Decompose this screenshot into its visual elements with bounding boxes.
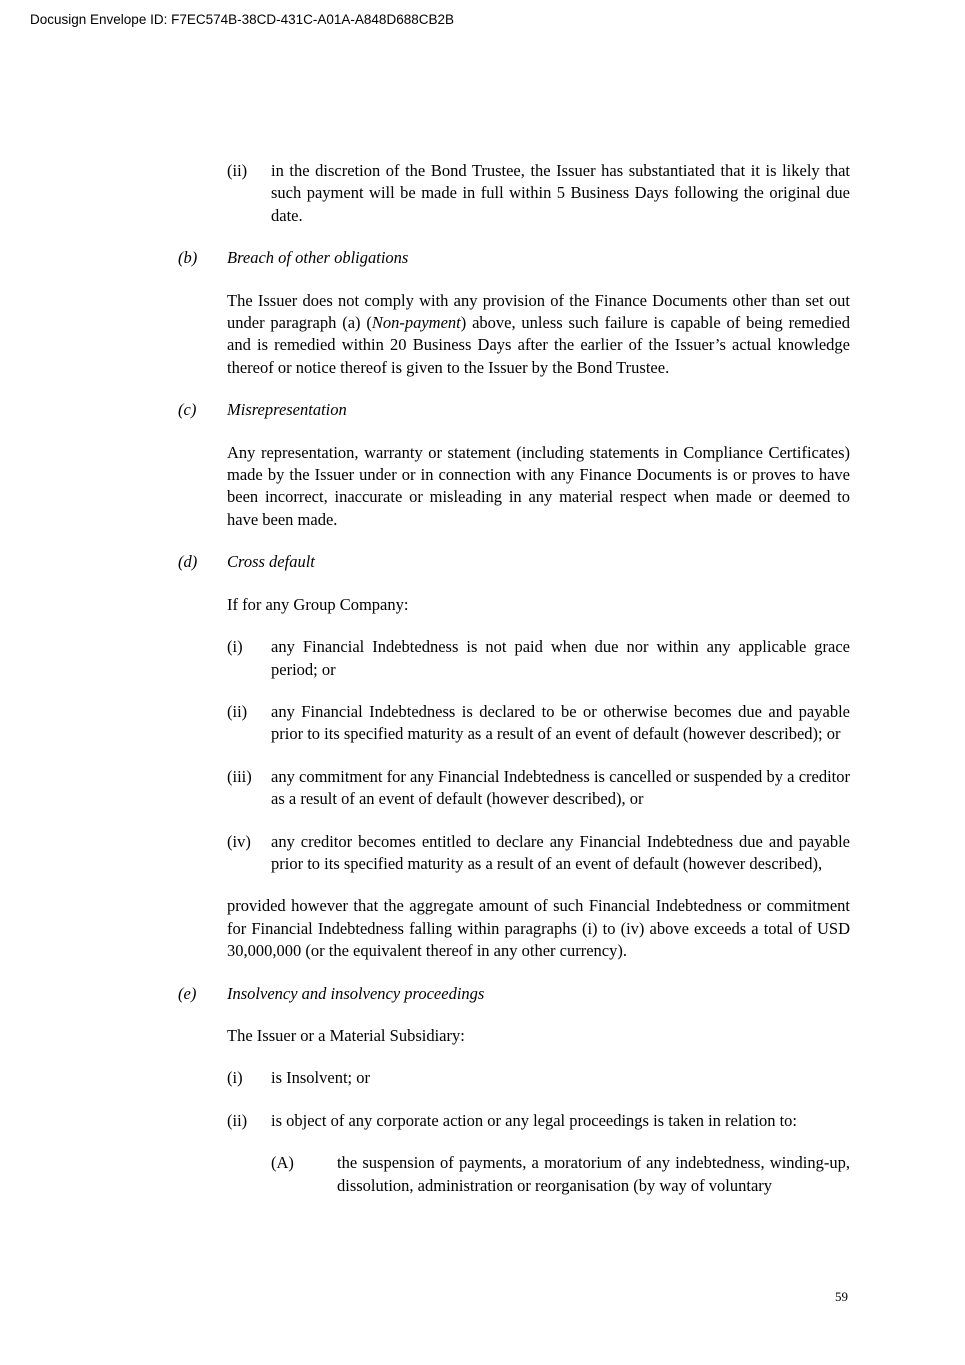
list-item bbox=[227, 701, 850, 746]
sub-list-item-text: the suspension of payments, a moratorium of any indebtedness, winding-up, dissolution, administration or reorganisation (by way of voluntary bbox=[337, 1153, 850, 1195]
paragraph: If for any Group Company: bbox=[227, 594, 409, 614]
list-item-text: in the discretion of the Bond Trustee, the Issuer has substantiated that it is likely that such payment will be made in full within 5 Business Days following the original due date. bbox=[271, 161, 850, 225]
list-item bbox=[227, 1067, 850, 1089]
page-number: 59 bbox=[835, 1289, 848, 1304]
list-item-text: any Financial Indebtedness is declared to be or otherwise becomes due and payable prior to its specified maturity as a result of an event of default (however described); or bbox=[271, 701, 850, 744]
section-heading-title: Insolvency and insolvency proceedings bbox=[227, 983, 485, 1003]
section-heading-marker: (e) bbox=[178, 983, 197, 1003]
paragraph: provided however that the aggregate amount of such Financial Indebtedness or commitment for Financial Indebtedness falling within paragraphs (i) to (iv) above exceeds a total of USD 30,000,000 (or the equivalent thereof in any other currency). bbox=[227, 896, 850, 961]
sub-list-item bbox=[271, 1152, 850, 1197]
section-heading-e bbox=[178, 983, 850, 1005]
paragraph bbox=[227, 290, 850, 380]
section-heading-title: Misrepresentation bbox=[227, 400, 347, 420]
section-heading-c bbox=[178, 399, 850, 421]
paragraph-segment: The Issuer does not comply with any provision of the Finance Documents other than set out under paragraph (a) ( bbox=[227, 290, 850, 333]
list-item bbox=[227, 831, 850, 876]
list-item-text: is Insolvent; or bbox=[271, 1068, 370, 1088]
list-item-text: any creditor becomes entitled to declare any Financial Indebtedness due and payable prior to its specified maturity as a result of an event of default (however described), bbox=[271, 831, 850, 873]
list-item bbox=[227, 1110, 850, 1132]
paragraph-segment-italic: Non-payment bbox=[371, 313, 461, 333]
section-heading-title: Breach of other obligations bbox=[227, 248, 409, 268]
list-item-text: any commitment for any Financial Indebtedness is cancelled or suspended by a creditor as a result of an event of default (however described), or bbox=[271, 766, 850, 809]
paragraph: The Issuer or a Material Subsidiary: bbox=[227, 1025, 465, 1045]
docusign-envelope-id: Docusign Envelope ID: F7EC574B-38CD-431C-A01A-A848D688CB2B bbox=[30, 12, 454, 27]
list-item bbox=[227, 160, 850, 227]
list-item bbox=[227, 766, 850, 811]
section-heading-marker: (d) bbox=[178, 552, 198, 572]
list-item-marker: (ii) bbox=[227, 1110, 248, 1130]
list-item-marker: (i) bbox=[227, 1068, 243, 1088]
paragraph: Any representation, warranty or statement (including statements in Compliance Certificates) made by the Issuer under or in connection with any Finance Documents is or proves to have been incorrect, inaccurate or misleading in any material respect when made or deemed to have been made. bbox=[227, 442, 850, 529]
section-heading-d bbox=[178, 551, 850, 573]
list-item-text: any Financial Indebtedness is not paid when due nor within any applicable grace period; or bbox=[271, 637, 850, 679]
document-body bbox=[178, 160, 850, 1197]
section-heading-b bbox=[178, 247, 850, 269]
list-item-marker: (ii) bbox=[227, 161, 248, 180]
sub-list-item-marker: (A) bbox=[271, 1153, 294, 1173]
list-item-marker: (iv) bbox=[227, 831, 251, 851]
list-item-marker: (iii) bbox=[227, 766, 252, 786]
paragraph-segment: ) above, unless such failure is capable of being remedied and is remedied within 20 Business Days after the earlier of the Issuer’s actual knowledge thereof or notice thereof is given to the Issuer by the Bond Trustee. bbox=[227, 313, 850, 377]
section-heading-marker: (c) bbox=[178, 400, 197, 420]
section-heading-marker: (b) bbox=[178, 248, 198, 268]
list-item-text: is object of any corporate action or any legal proceedings is taken in relation to: bbox=[271, 1110, 797, 1130]
list-item-marker: (ii) bbox=[227, 701, 248, 721]
section-heading-title: Cross default bbox=[227, 552, 315, 572]
list-item bbox=[227, 636, 850, 681]
list-item-marker: (i) bbox=[227, 637, 243, 657]
